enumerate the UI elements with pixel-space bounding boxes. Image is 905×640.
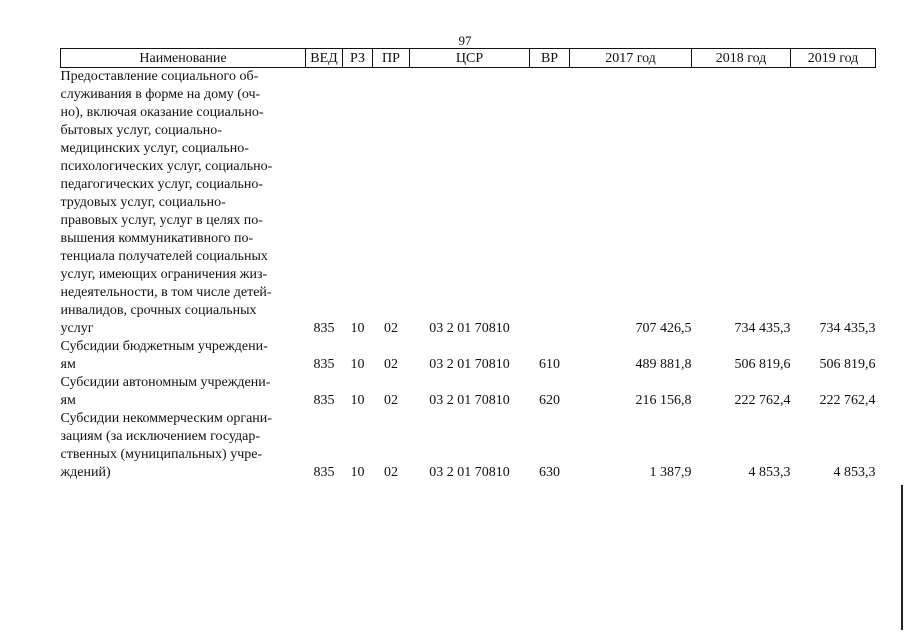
table-body: [61, 68, 876, 483]
header-csr: ЦСР: [410, 49, 530, 68]
table-row: [61, 410, 876, 482]
cell-y2019: 506 819,6: [819, 357, 876, 372]
row-name: [61, 410, 306, 482]
table-header-row: [61, 49, 876, 68]
header-vr: ВР: [530, 49, 570, 68]
row-name-line: Предоставление социального об-: [60, 69, 259, 84]
row-name-line: вышения коммуникативного по-: [60, 231, 254, 246]
row-name-line: недеятельности, в том числе детей-: [60, 285, 272, 300]
cell-csr: 03 2 01 70810: [429, 321, 510, 336]
cell-y2019: 734 435,3: [819, 321, 876, 336]
header-2018: 2018 год: [692, 49, 791, 68]
row-name-line: услуг: [60, 321, 94, 336]
page-number: 97: [458, 33, 472, 48]
row-name-line: педагогических услуг, социально-: [60, 177, 264, 192]
budget-table: [60, 48, 876, 482]
row-name-line: зациям (за исключением государ-: [60, 429, 261, 444]
row-name-line: бытовых услуг, социально-: [60, 123, 222, 138]
cell-y2019: 222 762,4: [819, 393, 876, 408]
row-name-line: но), включая оказание социально-: [60, 105, 264, 120]
cell-vr: 610: [539, 357, 560, 372]
row-name-line: ям: [60, 393, 76, 408]
cell-y2018: 222 762,4: [734, 393, 791, 408]
row-name: [61, 68, 306, 339]
cell-vr: 620: [539, 393, 560, 408]
header-ved: ВЕД: [306, 49, 343, 68]
header-name: Наименование: [61, 49, 306, 68]
row-name-line: трудовых услуг, социально-: [60, 195, 226, 210]
cell-y2019: 4 853,3: [833, 465, 876, 480]
row-name-line: Субсидии бюджетным учреждени-: [60, 339, 268, 354]
table-row: [61, 374, 876, 410]
header-rz: РЗ: [343, 49, 373, 68]
cell-y2018: 734 435,3: [734, 321, 791, 336]
cell-y2017: 707 426,5: [635, 321, 692, 336]
cell-csr: 03 2 01 70810: [429, 465, 510, 480]
row-name-line: тенциала получателей социальных: [60, 249, 268, 264]
row-name-line: служивания в форме на дому (оч-: [60, 87, 261, 102]
cell-ved: 835: [313, 321, 335, 336]
table-row: [61, 68, 876, 339]
cell-y2017: 489 881,8: [635, 357, 692, 372]
row-name-line: Субсидии некоммерческим органи-: [60, 411, 272, 426]
cell-rz: 10: [350, 357, 365, 372]
row-name-line: правовых услуг, услуг в целях по-: [60, 213, 263, 228]
cell-y2017: 1 387,9: [649, 465, 692, 480]
row-name-line: инвалидов, срочных социальных: [60, 303, 257, 318]
row-name: [61, 338, 306, 374]
cell-pr: 02: [384, 393, 398, 408]
row-name-line: ственных (муниципальных) учре-: [60, 447, 263, 462]
cell-y2017: 216 156,8: [635, 393, 692, 408]
cell-ved: 835: [313, 393, 335, 408]
header-2019: 2019 год: [791, 49, 876, 68]
row-name-line: ждений): [60, 465, 111, 480]
row-name-line: медицинских услуг, социально-: [60, 141, 249, 156]
row-name-line: ям: [60, 357, 76, 372]
cell-y2018: 4 853,3: [748, 465, 791, 480]
cell-ved: 835: [313, 357, 335, 372]
cell-y2018: 506 819,6: [734, 357, 791, 372]
cell-pr: 02: [384, 321, 398, 336]
cell-csr: 03 2 01 70810: [429, 393, 510, 408]
scan-edge-mark: [901, 485, 903, 630]
cell-rz: 10: [350, 465, 365, 480]
cell-vr: 630: [539, 465, 560, 480]
row-name: [61, 374, 306, 410]
cell-vr: [530, 68, 570, 339]
cell-rz: 10: [350, 393, 365, 408]
row-name-line: услуг, имеющих ограничения жиз-: [60, 267, 268, 282]
cell-rz: 10: [350, 321, 365, 336]
cell-csr: 03 2 01 70810: [429, 357, 510, 372]
cell-pr: 02: [384, 357, 398, 372]
row-name-line: психологических услуг, социально-: [60, 159, 273, 174]
table-row: [61, 338, 876, 374]
header-pr: ПР: [373, 49, 410, 68]
cell-ved: 835: [313, 465, 335, 480]
cell-pr: 02: [384, 465, 398, 480]
row-name-line: Субсидии автономным учреждени-: [60, 375, 271, 390]
header-2017: 2017 год: [570, 49, 692, 68]
